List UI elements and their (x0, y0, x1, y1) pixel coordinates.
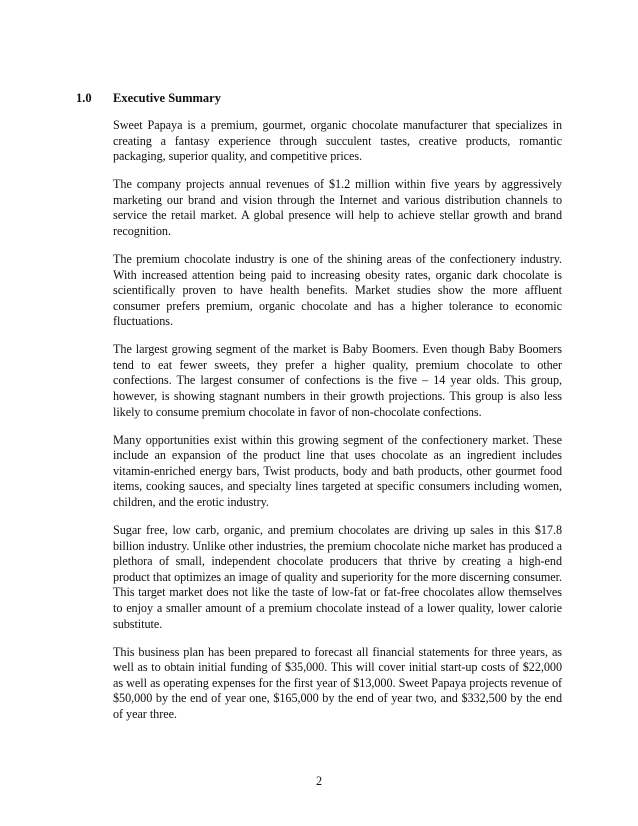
paragraph-industry-overview: The premium chocolate industry is one of the shining areas of the confectionery industry. With increased attention being paid to increasing obesity rates, organic dark chocolate is scientifically proven to have health benefits. Market studies show the more affluent consumer prefers premium, organic chocolate and has a higher tolerance to economic fluctuations. (113, 251, 562, 329)
section-body (113, 118, 562, 735)
section-title: Executive Summary (113, 91, 221, 105)
paragraph-niche-market: Sugar free, low carb, organic, and premium chocolates are driving up sales in this $17.8 billion industry. Unlike other industries, the premium chocolate niche market has produced a plethora of small, independent chocolate producers that thrive by creating a high-end product that optimizes an image of quality and superiority for the more discerning consumer. This target market does not like the taste of low-fat or fat-free chocolates allow themselves to enjoy a smaller amount of a premium chocolate instead of a lower quality, lower calorie substitute. (113, 523, 562, 631)
paragraph-funding: This business plan has been prepared to forecast all financial statements for three years, as well as to obtain initial funding of $35,000. This will cover initial start-up costs of $22,000 as well as operating expenses for the first year of $13,000. Sweet Papaya projects revenue of $50,000 by the end of year one, $165,000 by the end of year two, and $332,500 by the end of year three. (113, 644, 562, 721)
paragraph-revenue-projection: The company projects annual revenues of $1.2 million within five years by aggressively marketing our brand and vision through the Internet and various distribution channels to service the retail market. A global presence will help to achieve stellar growth and brand recognition. (113, 177, 562, 238)
paragraph-market-segment: The largest growing segment of the market is Baby Boomers. Even though Baby Boomers tend to eat fewer sweets, they prefer a higher quality, premium chocolate to other confections. The largest consumer of confections is the five – 14 year olds. This group, however, is showing stagnant numbers in their growth projections. This group is also less likely to consume premium chocolate in favor of non-chocolate confections. (113, 342, 562, 419)
paragraph-opportunities: Many opportunities exist within this growing segment of the confectionery market. These include an expansion of the product line that uses chocolate as an ingredient includes vitamin-enriched energy bars, Twist products, body and bath products, other gourmet food items, cooking sauces, and specialty lines targeted at specific consumers including women, children, and the erotic industry. (113, 432, 562, 510)
section-number: 1.0 (76, 91, 92, 105)
page-number: 2 (315, 774, 323, 788)
paragraph-company-overview: Sweet Papaya is a premium, gourmet, organic chocolate manufacturer that specializes in creating a fantasy experience through succulent tastes, creative products, romantic packaging, superior quality, and competitive prices. (113, 118, 562, 164)
section-heading (76, 90, 221, 106)
